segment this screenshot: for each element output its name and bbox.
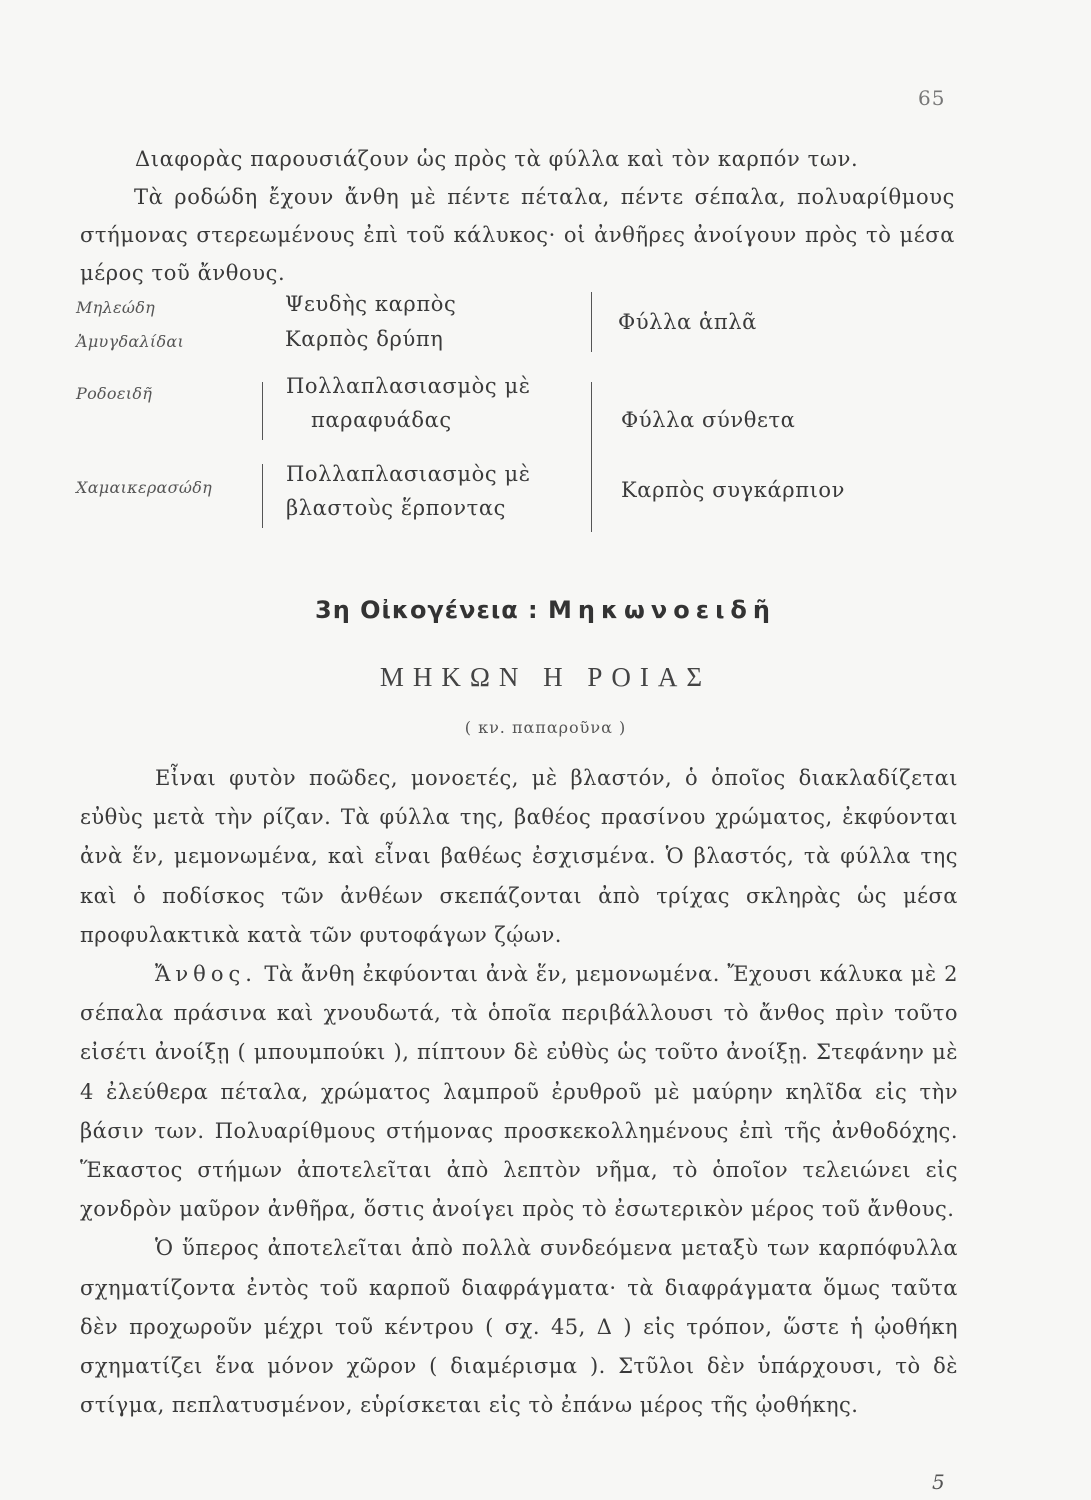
- species-title: ΜΗΚΩΝ Η ΡΟΙΑΣ: [379, 662, 712, 692]
- cell-fylla-apla: Φύλλα ἁπλᾶ: [618, 310, 757, 334]
- body-paragraph-1: Εἶναι φυτὸν ποῶδες, μονοετές, μὲ βλαστόν, ὁ ὁποῖος διακλαδίζεται εὐθὺς μετὰ τὴν ρίζαν. Τὰ φύλλα της, βαθέος πρασίνου χρώματος, ἐκφύονται ἀνὰ ἕν, μεμονωμένα, καὶ εἶναι βαθέως ἐσχισμένα. Ὁ βλαστός, τὰ φύλλα της καὶ ὁ ποδίσκος τῶν ἀνθέων σκεπάζονται ἀπὸ τρίχας σκληρὰς ὡς μέσα προφυλακτικὰ κατὰ τῶν φυτοφάγων ζῴων.: [80, 766, 958, 947]
- body-paragraph-2: [80, 955, 958, 1229]
- left-brace-rodoeidi: [262, 382, 263, 440]
- signature-mark: 5: [932, 1470, 945, 1494]
- row-label-melodi: Μηλεώδη: [76, 298, 156, 317]
- intro-paragraph-1: Διαφορὰς παρουσιάζουν ὡς πρὸς τὰ φύλλα καὶ τὸν καρπόν των.: [135, 147, 859, 171]
- cell-pseudis-karpos: Ψευδὴς καρπὸς: [285, 292, 457, 316]
- family-heading: [0, 596, 1091, 624]
- left-brace-chamaikerasodi: [262, 464, 263, 528]
- cell-karpos-sygkarpion: Καρπὸς συγκάρπιον: [621, 478, 846, 502]
- family-heading-name: Μηκωνοειδῆ: [548, 596, 776, 624]
- body-paragraph-3: Ὁ ὕπερος ἀποτελεῖται ἀπὸ πολλὰ συνδεόμενα μεταξὺ των καρπόφυλλα σχηματίζοντα ἐντὸς τοῦ καρποῦ διαφράγματα· τὰ διαφράγματα ὅμως ταῦτα δὲν προχωροῦν μέχρι τοῦ κέντρου ( σχ. 45, Δ ) εἰς τρόπον, ὥστε ἡ ᾠοθήκη σχηματίζει ἕνα μόνον χῶρον ( διαμέρισμα ). Στῦλοι δὲν ὑπάρχουσι, τὸ δὲ στίγμα, πεπλατυσμένον, εὑρίσκεται εἰς τὸ ἐπάνω μέρος τῆς ᾠοθήκης.: [80, 1236, 958, 1418]
- cell-fylla-syntheta: Φύλλα σύνθετα: [621, 408, 796, 432]
- common-name: ( κν. παπαροῦνα ): [464, 718, 627, 737]
- body-text: [80, 759, 958, 1425]
- right-brace-compound: [591, 382, 592, 532]
- cell-karpos-drypi: Καρπὸς δρύπη: [285, 327, 444, 351]
- body-paragraph-2-text: Τὰ ἄνθη ἐκφύονται ἀνὰ ἕν, μεμονωμένα. Ἔχουσι κάλυκα μὲ 2 σέπαλα πράσινα καὶ χνουδωτά, τὰ ὁποῖα περιβάλλουσι τὸ ἄνθος πρὶν τοῦτο εἰσέτι ἀνοίξῃ ( μπουμπούκι ), πίπτουν δὲ εὐθὺς ὡς τοῦτο ἀνοίξῃ. Στεφάνην μὲ 4 ἐλεύθερα πέταλα, χρώματος λαμπροῦ ἐρυθροῦ μὲ μαύρην κηλῖδα εἰς τὴν βάσιν των. Πολυαρίθμους στήμονας προσκεκολλημένους ἐπὶ τῆς ἀνθοδόχης. Ἕκαστος στήμων ἀποτελεῖται ἀπὸ λεπτὸν νῆμα, τὸ ὁποῖον τελειώνει εἰς χονδρὸν μαῦρον ἀνθῆρα, ὅστις ἀνοίγει πρὸς τὸ ἐσωτερικὸν μέρος τοῦ ἄνθους.: [80, 962, 958, 1222]
- classification-table: [76, 282, 956, 532]
- section-label-anthos: Ἄνθος.: [155, 962, 257, 987]
- row-label-amygdalidai: Ἀμυγδαλίδαι: [76, 332, 185, 351]
- cell-pollaplasiasmos-2: Πολλαπλασιασμὸς μὲ: [286, 462, 531, 486]
- row-label-rodoeidi: Ροδοειδῆ: [76, 384, 153, 403]
- cell-vlastous-erpontas: βλαστοὺς ἕρποντας: [286, 496, 507, 520]
- cell-parafyadas: παραφυάδας: [311, 408, 452, 432]
- intro-section: [80, 140, 955, 292]
- cell-pollaplasiasmos-1: Πολλαπλασιασμὸς μὲ: [286, 374, 531, 398]
- intro-paragraph-2: Τὰ ροδώδη ἔχουν ἄνθη μὲ πέντε πέταλα, πέντε σέπαλα, πολυαρίθμους στήμονας στερεωμένους ἐπὶ τοῦ κάλυκος· οἱ ἀνθῆρες ἀνοίγουν πρὸς τὸ μέσα μέρος τοῦ ἄνθους.: [80, 185, 955, 285]
- right-brace-simple: [591, 292, 592, 352]
- family-heading-prefix: 3η Οἰκογένεια :: [315, 596, 539, 624]
- row-label-chamaikerasodi: Χαμαικερασώδη: [76, 478, 213, 497]
- page-number: 65: [918, 86, 946, 110]
